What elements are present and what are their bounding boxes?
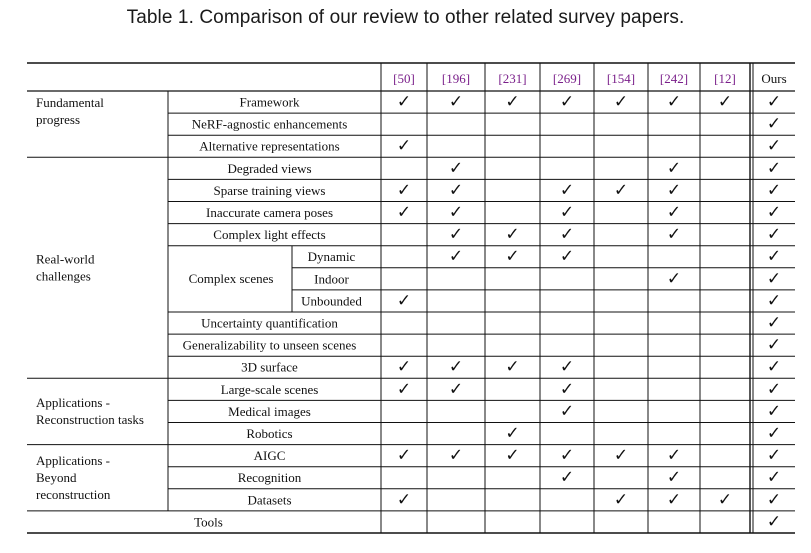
row-label: Datasets xyxy=(247,492,292,508)
row-label: Complex light effects xyxy=(213,227,326,243)
check-mark: ✓ xyxy=(666,445,682,465)
row-label: Large-scale scenes xyxy=(220,381,319,397)
check-mark: ✓ xyxy=(448,379,464,399)
row-label: Robotics xyxy=(246,426,293,441)
check-mark: ✓ xyxy=(766,379,782,399)
row-label: Alternative representations xyxy=(199,138,340,154)
check-mark: ✓ xyxy=(766,136,782,156)
check-mark: ✓ xyxy=(505,246,520,266)
check-mark: ✓ xyxy=(766,180,782,200)
row-label: Recognition xyxy=(237,470,302,486)
check-mark: ✓ xyxy=(717,92,733,111)
check-mark: ✓ xyxy=(666,224,682,244)
group-label: Real-world xyxy=(36,251,95,267)
check-mark: ✓ xyxy=(559,246,575,266)
row-label: Inaccurate camera poses xyxy=(205,205,334,220)
check-mark: ✓ xyxy=(666,268,682,288)
check-mark: ✓ xyxy=(448,92,464,111)
check-mark: ✓ xyxy=(766,246,782,266)
check-mark: ✓ xyxy=(766,114,782,134)
check-mark: ✓ xyxy=(717,489,733,509)
check-mark: ✓ xyxy=(559,92,575,111)
check-mark: ✓ xyxy=(396,180,412,200)
table-caption: Table 1. Comparison of our review to other related survey papers. xyxy=(126,7,685,28)
check-mark: ✓ xyxy=(766,268,782,288)
check-mark: ✓ xyxy=(666,92,682,111)
check-mark: ✓ xyxy=(766,92,782,111)
column-header-reference: [242] xyxy=(659,71,689,86)
group-label: Reconstruction tasks xyxy=(36,411,144,427)
column-header-reference: [50] xyxy=(393,71,415,86)
column-header-reference: [231] xyxy=(498,71,527,86)
row-label: NeRF-agnostic enhancements xyxy=(191,116,348,132)
check-mark: ✓ xyxy=(396,379,412,399)
row-label: Degraded views xyxy=(227,160,312,176)
check-mark: ✓ xyxy=(559,445,575,465)
check-mark: ✓ xyxy=(766,401,782,421)
check-mark: ✓ xyxy=(613,445,629,465)
check-mark: ✓ xyxy=(766,357,782,377)
row-label: Framework xyxy=(239,94,300,110)
group-label: reconstruction xyxy=(36,486,111,502)
check-mark: ✓ xyxy=(396,92,412,111)
row-label: Generalizability to unseen scenes xyxy=(182,337,357,353)
check-mark: ✓ xyxy=(766,224,782,244)
group-label: challenges xyxy=(36,268,91,284)
group-label: progress xyxy=(36,112,81,127)
row-label: AIGC xyxy=(253,448,286,464)
check-mark: ✓ xyxy=(448,445,464,465)
check-mark: ✓ xyxy=(766,445,782,465)
check-mark: ✓ xyxy=(559,202,575,222)
check-mark: ✓ xyxy=(396,202,412,222)
row-label: Medical images xyxy=(228,403,311,419)
check-mark: ✓ xyxy=(396,290,412,310)
group-label: Applications - xyxy=(36,394,111,410)
check-mark: ✓ xyxy=(666,467,682,487)
check-mark: ✓ xyxy=(766,489,782,509)
check-mark: ✓ xyxy=(666,489,682,509)
subgroup-label-complex-scenes: Complex scenes xyxy=(188,270,274,286)
check-mark: ✓ xyxy=(766,290,782,310)
check-mark: ✓ xyxy=(448,357,464,377)
check-mark: ✓ xyxy=(448,180,464,200)
check-mark: ✓ xyxy=(666,180,682,200)
group-label: Fundamental xyxy=(36,95,104,110)
row-label: Tools xyxy=(194,514,223,530)
row-label: Dynamic xyxy=(307,249,356,265)
check-mark: ✓ xyxy=(396,489,412,509)
row-label: Uncertainty quantification xyxy=(201,315,338,331)
check-mark: ✓ xyxy=(666,202,682,222)
check-mark: ✓ xyxy=(766,202,782,222)
check-mark: ✓ xyxy=(766,158,782,178)
check-mark: ✓ xyxy=(766,467,782,487)
check-mark: ✓ xyxy=(613,489,629,509)
column-header-ours: Ours xyxy=(761,71,787,86)
check-mark: ✓ xyxy=(613,180,629,200)
check-mark: ✓ xyxy=(448,158,464,178)
check-mark: ✓ xyxy=(396,357,412,377)
check-mark: ✓ xyxy=(766,335,782,355)
check-mark: ✓ xyxy=(505,224,520,244)
check-mark: ✓ xyxy=(766,313,782,332)
check-mark: ✓ xyxy=(505,92,520,111)
row-label: 3D surface xyxy=(241,359,298,375)
row-label: Unbounded xyxy=(301,293,362,309)
column-header-reference: [269] xyxy=(552,71,582,86)
check-mark: ✓ xyxy=(559,357,575,377)
check-mark: ✓ xyxy=(448,202,464,222)
check-mark: ✓ xyxy=(559,401,575,421)
check-mark: ✓ xyxy=(559,379,575,399)
check-mark: ✓ xyxy=(559,467,575,487)
check-mark: ✓ xyxy=(396,445,412,465)
check-mark: ✓ xyxy=(396,136,412,156)
group-label: Applications - xyxy=(36,452,111,468)
check-mark: ✓ xyxy=(448,246,464,266)
group-label: Beyond xyxy=(36,469,77,485)
check-mark: ✓ xyxy=(766,511,782,531)
row-label: Sparse training views xyxy=(213,182,326,198)
check-mark: ✓ xyxy=(505,423,520,443)
check-mark: ✓ xyxy=(505,445,520,465)
check-mark: ✓ xyxy=(448,224,464,244)
check-mark: ✓ xyxy=(559,224,575,244)
check-mark: ✓ xyxy=(666,158,682,178)
column-header-reference: [12] xyxy=(714,71,736,86)
check-mark: ✓ xyxy=(559,180,575,200)
column-header-reference: [154] xyxy=(606,71,636,86)
row-label: Indoor xyxy=(314,271,349,287)
check-mark: ✓ xyxy=(505,357,520,377)
check-mark: ✓ xyxy=(613,92,629,111)
check-mark: ✓ xyxy=(766,423,782,443)
column-header-reference: [196] xyxy=(441,71,471,86)
